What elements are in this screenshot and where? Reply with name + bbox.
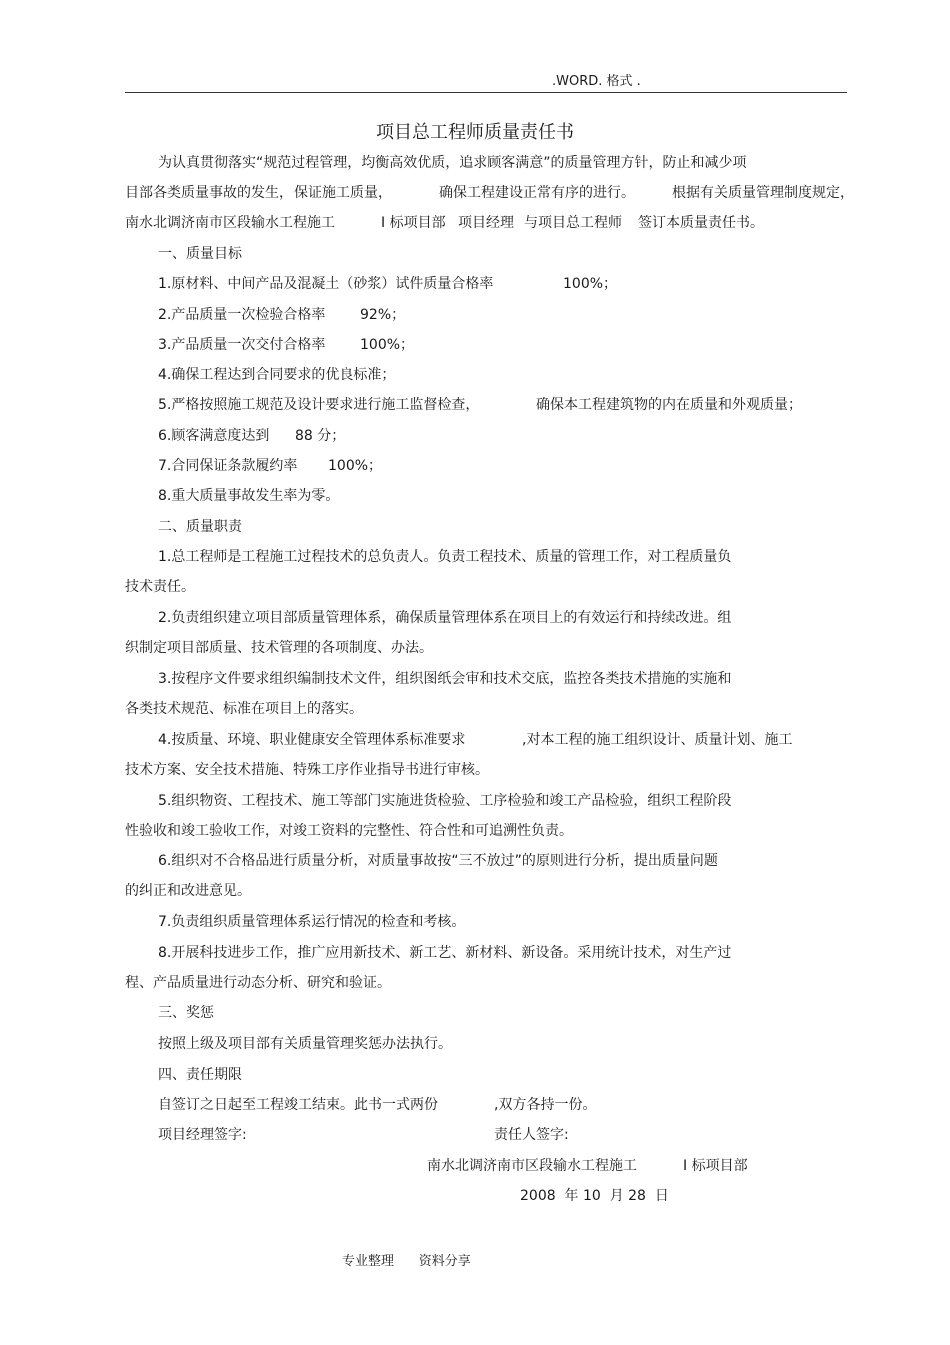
duty-6-line-2: 的纠正和改进意见。: [125, 883, 251, 899]
section-4-text: [0, 1095, 950, 1115]
intro-line-1: 为认真贯彻落实“规范过程管理，均衡高效优质，追求顾客满意”的质量管理方针，防止和减少项: [158, 155, 747, 171]
goal-item-1-text: 1.原材料、中间产品及混凝土（砂浆）试件质量合格率: [158, 276, 494, 292]
section-3-heading: 三、奖惩: [158, 1005, 214, 1021]
responsible-signature-label: 责任人签字:: [494, 1127, 569, 1143]
section-3-text: 按照上级及项目部有关质量管理奖惩办法执行。: [158, 1036, 452, 1052]
goal-item-6-value: 88 分；: [295, 428, 346, 444]
signing-organization: [0, 1156, 950, 1176]
intro-line-3-part-c: 项目经理: [458, 215, 514, 231]
duty-3-line-1: 3.按程序文件要求组织编制技术文件，组织图纸会审和技术交底，监控各类技术措施的实施和: [158, 671, 732, 687]
goal-item-2-value: 92%；: [360, 307, 406, 323]
duty-2-line-1: 2.负责组织建立项目部质量管理体系，确保质量管理体系在项目上的有效运行和持续改进。组: [158, 610, 732, 626]
intro-line-3-part-a: 南水北调济南市区段输水工程施工: [125, 215, 335, 231]
goal-item-3-text: 3.产品质量一次交付合格率: [158, 337, 326, 353]
signature-labels: [0, 1125, 950, 1145]
goal-item-5-text-b: 确保本工程建筑物的内在质量和外观质量；: [536, 397, 802, 413]
manager-signature-label: 项目经理签字:: [158, 1127, 247, 1143]
signing-organization-name: 南水北调济南市区段输水工程施工: [427, 1158, 637, 1174]
header-rule: [125, 92, 847, 93]
duty-4-line-1-part-b: ,对本工程的施工组织设计、质量计划、施工: [522, 732, 793, 748]
duty-8-line-1: 8.开展科技进步工作，推广应用新技术、新工艺、新材料、新设备。采用统计技术，对生产过: [158, 945, 732, 961]
intro-line-2-part-d: 根据有关质量管理制度规定，: [672, 185, 854, 201]
intro-line-2-part-a: 目部各类质量事故的发生，: [125, 185, 293, 201]
duty-4-line-2: 技术方案、安全技术措施、特殊工序作业指导书进行审核。: [125, 762, 489, 778]
duty-5-line-2: 性验收和竣工验收工作，对竣工资料的完整性、符合性和可追溯性负责。: [125, 823, 573, 839]
intro-line-2-part-b: 保证施工质量，: [294, 185, 392, 201]
duty-4-line-1: [0, 730, 950, 750]
signing-date: 2008 年 10 月 28 日: [520, 1188, 669, 1204]
goal-item-7-value: 100%；: [328, 458, 383, 474]
duty-4-line-1-part-a: 4.按质量、环境、职业健康安全管理体系标准要求: [158, 732, 466, 748]
page-footer: 专业整理 资料分享: [342, 1254, 471, 1269]
section-2-heading: 二、质量职责: [158, 519, 242, 535]
section-4-text-part-b: ,双方各持一份。: [494, 1097, 597, 1113]
goal-item-4: 4.确保工程达到合同要求的优良标准；: [158, 367, 396, 383]
intro-line-3-part-d: 与项目总工程师: [524, 215, 622, 231]
section-4-heading: 四、责任期限: [158, 1067, 242, 1083]
duty-3-line-2: 各类技术规范、标准在项目上的落实。: [125, 701, 363, 717]
goal-item-1: [0, 274, 950, 294]
goal-item-6-text: 6.顾客满意度达到: [158, 428, 270, 444]
section-4-text-part-a: 自签订之日起至工程竣工结束。此书一式两份: [158, 1097, 438, 1113]
goal-item-1-value: 100%；: [563, 276, 618, 292]
duty-5-line-1: 5.组织物资、工程技术、施工等部门实施进货检验、工序检验和竣工产品检验，组织工程阶段: [158, 793, 732, 809]
duty-8-line-2: 程、产品质量进行动态分析、研究和验证。: [125, 975, 391, 991]
page-header-label: .WORD. 格式 .: [552, 74, 641, 89]
duty-6-line-1: 6.组织对不合格品进行质量分析，对质量事故按“三不放过”的原则进行分析，提出质量问题: [158, 853, 718, 869]
intro-line-2-part-c: 确保工程建设正常有序的进行。: [439, 185, 635, 201]
intro-line-3-part-e: 签订本质量责任书。: [638, 215, 764, 231]
intro-line-3-part-b: I 标项目部: [381, 215, 446, 231]
duty-2-line-2: 织制定项目部质量、技术管理的各项制度、办法。: [125, 640, 433, 656]
section-1-heading: 一、质量目标: [158, 246, 242, 262]
goal-item-6: [0, 426, 950, 446]
goal-item-7-text: 7.合同保证条款履约率: [158, 458, 298, 474]
goal-item-8: 8.重大质量事故发生率为零。: [158, 488, 340, 504]
goal-item-7: [0, 456, 950, 476]
document-title: 项目总工程师质量责任书: [376, 122, 574, 143]
goal-item-2-text: 2.产品质量一次检验合格率: [158, 307, 326, 323]
goal-item-5-text: 5.严格按照施工规范及设计要求进行施工监督检查，: [158, 397, 480, 413]
goal-item-2: [0, 305, 950, 325]
goal-item-5: [0, 395, 950, 415]
duty-1-line-2: 技术责任。: [125, 579, 195, 595]
duty-1-line-1: 1.总工程师是工程施工过程技术的总负责人。负责工程技术、质量的管理工作，对工程质量负: [158, 549, 732, 565]
goal-item-3-value: 100%；: [360, 337, 415, 353]
signing-organization-unit: I 标项目部: [683, 1158, 748, 1174]
intro-line-2: [0, 183, 950, 203]
goal-item-3: [0, 335, 950, 355]
duty-7: 7.负责组织质量管理体系运行情况的检查和考核。: [158, 914, 466, 930]
intro-line-3: [0, 213, 950, 233]
